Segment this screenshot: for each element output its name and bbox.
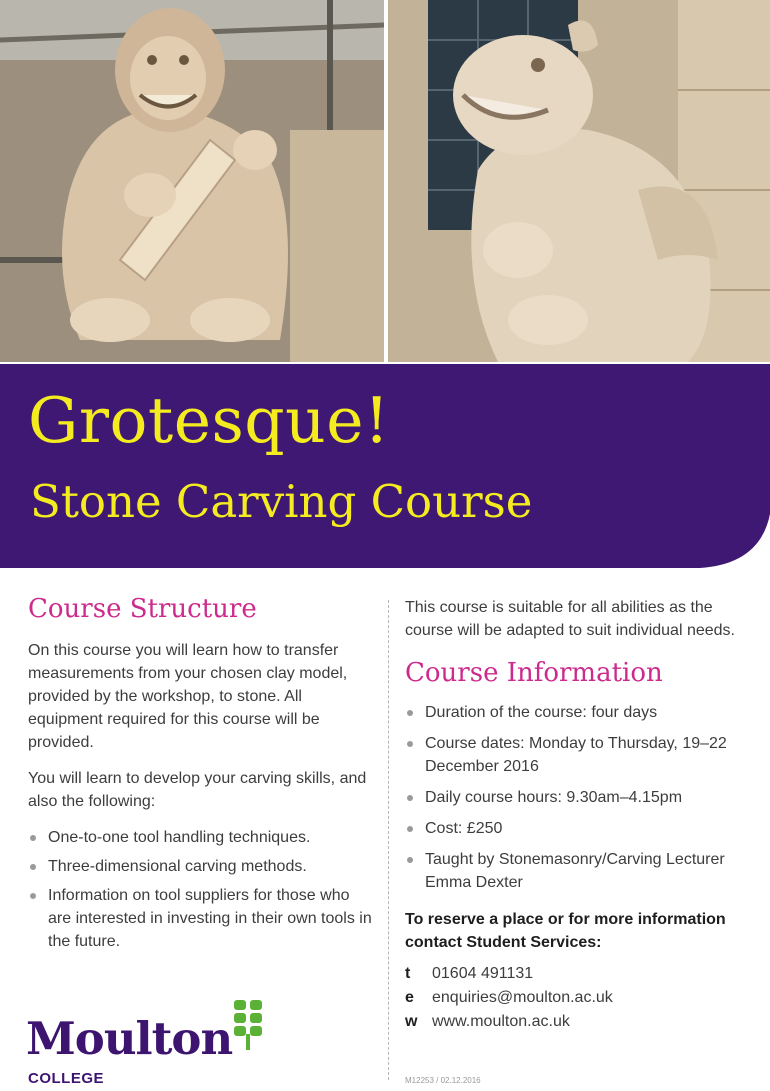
contact-email[interactable]: e enquiries@moulton.ac.uk [405, 989, 613, 1006]
bullet-icon [407, 795, 413, 801]
page-title: Grotesque! [28, 384, 390, 457]
bullet-icon [407, 826, 413, 832]
list-item: Information on tool suppliers for those who are interested in investing in their own tools in the future. [28, 884, 373, 953]
course-information-section [405, 596, 750, 1034]
list-item: Duration of the course: four days [405, 701, 750, 724]
bullet-icon [30, 893, 36, 899]
college-logo [26, 998, 266, 1088]
header-photos [0, 0, 770, 362]
skills-intro: You will learn to develop your carving skills, and also the following: [28, 770, 367, 810]
list-item: One-to-one tool handling techniques. [28, 826, 373, 849]
leaf-icon [234, 1000, 264, 1052]
course-information-heading: Course Information [405, 658, 663, 688]
course-structure-intro: On this course you will learn how to transfer measurements from your chosen clay model, provided by the workshop, to stone. All equipment required for this course will be provided. [28, 642, 348, 751]
gargoyle-beast-photo [388, 0, 770, 362]
logo-subtitle: COLLEGE [28, 1070, 105, 1087]
list-item: Three-dimensional carving methods. [28, 855, 373, 878]
skills-list [28, 826, 373, 953]
list-item: Course dates: Monday to Thursday, 19–22 December 2016 [405, 732, 750, 778]
grotesque-figure-icon [0, 0, 384, 362]
column-divider [388, 600, 389, 1080]
list-item: Cost: £250 [405, 817, 750, 840]
contact-heading: To reserve a place or for more information contact Student Services: [405, 911, 726, 951]
bullet-icon [407, 710, 413, 716]
bullet-icon [407, 857, 413, 863]
list-item: Taught by Stonemasonry/Carving Lecturer Emma Dexter [405, 848, 750, 894]
contact-website[interactable]: w www.moulton.ac.uk [405, 1013, 570, 1030]
suitability-text: This course is suitable for all abilities as the course will be adapted to suit individual needs. [405, 599, 735, 639]
list-item: Daily course hours: 9.30am–4.15pm [405, 786, 750, 809]
contact-list [405, 962, 750, 1034]
grotesque-figure-photo [0, 0, 384, 362]
course-structure-heading: Course Structure [28, 594, 257, 624]
document-code: M12253 / 02.12.2016 [405, 1076, 481, 1085]
contact-phone[interactable]: t 01604 491131 [405, 965, 534, 982]
course-information-list [405, 701, 750, 894]
page-subtitle: Stone Carving Course [30, 475, 533, 528]
gargoyle-beast-icon [388, 0, 770, 362]
bullet-icon [407, 741, 413, 747]
logo-name: Moulton [26, 1012, 233, 1065]
course-structure-section [28, 594, 373, 953]
bullet-icon [30, 835, 36, 841]
bullet-icon [30, 864, 36, 870]
